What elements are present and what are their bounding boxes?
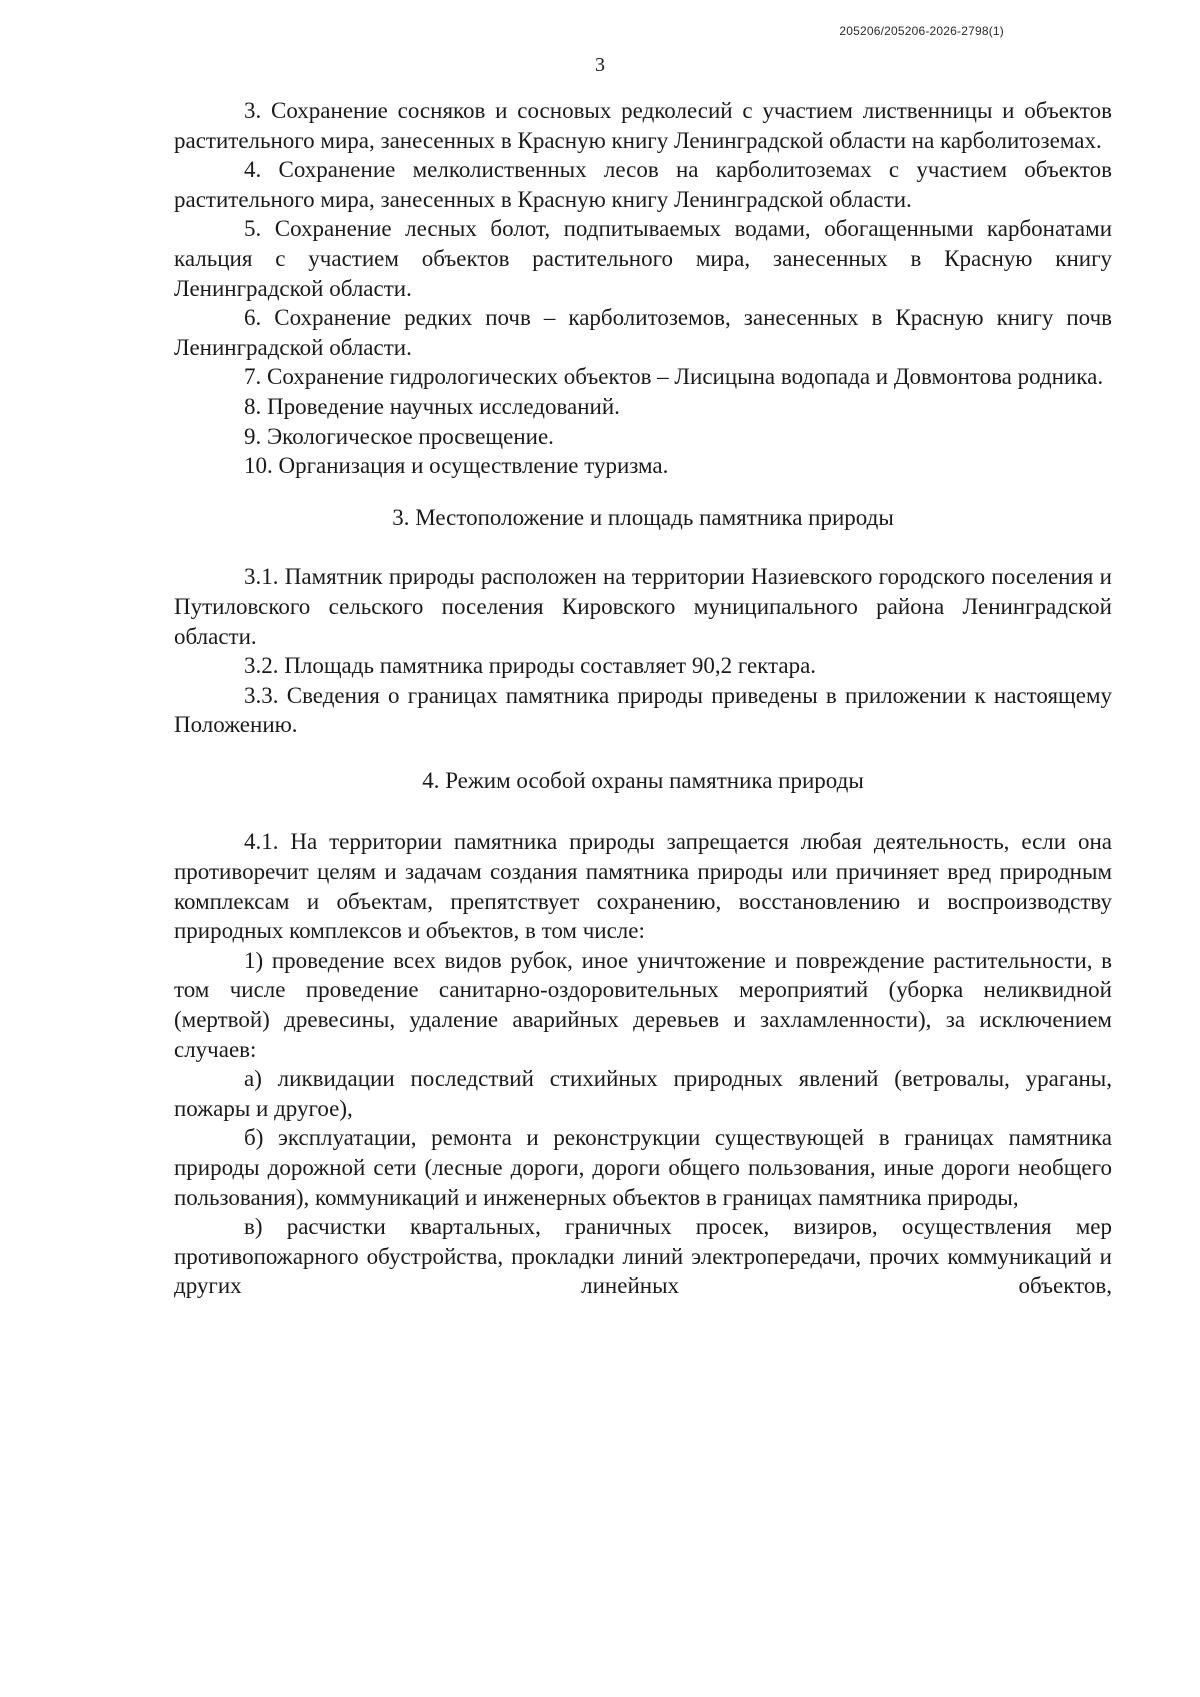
goal-item: 3. Сохранение сосняков и сосновых редколесий с участием лиственницы и объектов растительного мира, занесенных в Красную книгу Ленинградской области на карболитоземах.: [174, 98, 1112, 153]
goal-item: 6. Сохранение редких почв – карболитоземов, занесенных в Красную книгу почв Ленинградской области.: [174, 305, 1112, 360]
goal-item: 9. Экологическое просвещение.: [244, 423, 554, 449]
goal-item: 5. Сохранение лесных болот, подпитываемых водами, обогащенными карбонатами кальция с участием объектов растительного мира, занесенных в Красную книгу Ленинградской области.: [174, 216, 1112, 301]
section-4-subitem: б) эксплуатации, ремонта и реконструкции существующей в границах памятника природы дорожной сети (лесные дороги, дороги общего пользования, иные дороги необщего пользования), коммуникаций и инженерных объектов в границах памятника природы,: [174, 1125, 1112, 1210]
section-4-subitem: а) ликвидации последствий стихийных природных явлений (ветровалы, ураганы, пожары и другое),: [174, 1066, 1112, 1121]
section-3-paragraph: 3.1. Памятник природы расположен на территории Назиевского городского поселения и Путиловского сельского поселения Кировского муниципального района Ленинградской области.: [174, 564, 1112, 649]
section-4-paragraph: 4.1. На территории памятника природы запрещается любая деятельность, если она противоречит целям и задачам создания памятника природы или причиняет вред природным комплексам и объектам, препятствует сохранению, восстановлению и воспроизводству природных комплексов и объектов, в том числе:: [174, 829, 1112, 944]
goal-item: 10. Организация и осуществление туризма.: [244, 453, 669, 479]
goal-item: 4. Сохранение мелколиственных лесов на карболитоземах с участием объектов растительного мира, занесенных в Красную книгу Ленинградской области.: [174, 157, 1112, 212]
section-4-subitem: в) расчистки квартальных, граничных просек, визиров, осуществления мер противопожарного обустройства, прокладки линий электропередачи, прочих коммуникаций и других линейных объектов,: [174, 1214, 1112, 1299]
section-3-paragraph: 3.2. Площадь памятника природы составляет 90,2 гектара.: [244, 653, 817, 679]
document-id: 205206/205206-2026-2798(1): [839, 24, 1004, 38]
section-3-paragraph: 3.3. Сведения о границах памятника природы приведены в приложении к настоящему Положению.: [174, 682, 1112, 738]
section-4-heading: 4. Режим особой охраны памятника природы: [422, 767, 864, 793]
section-4-list-item: 1) проведение всех видов рубок, иное уничтожение и повреждение растительности, в том числе проведение санитарно-оздоровительных мероприятий (уборка неликвидной (мертвой) древесины, удаление аварийных деревьев и захламленности), за исключением случаев:: [174, 947, 1112, 1062]
page-number: 3: [595, 54, 605, 76]
document-body: [174, 96, 1112, 1301]
goal-item: 8. Проведение научных исследований.: [244, 393, 620, 419]
section-3-heading: 3. Местоположение и площадь памятника природы: [392, 504, 894, 530]
goal-item: 7. Сохранение гидрологических объектов – Лисицына водопада и Довмонтова родника.: [244, 364, 1104, 390]
